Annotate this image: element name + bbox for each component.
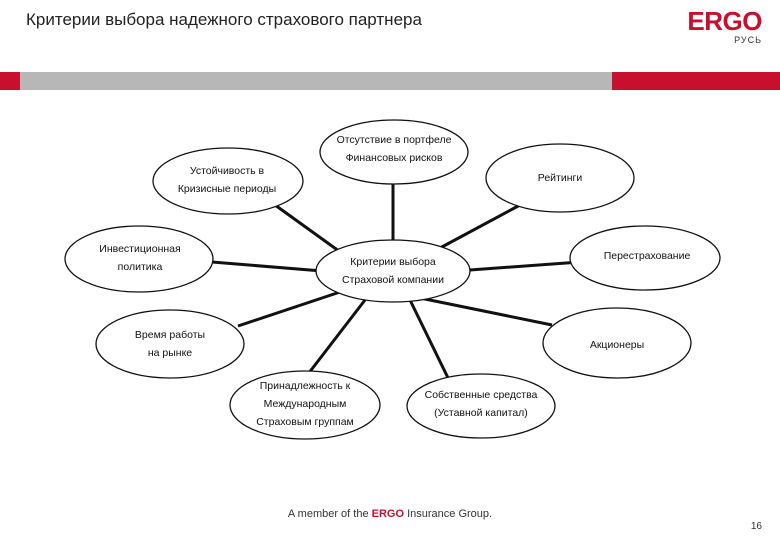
- page-number: 16: [750, 521, 762, 532]
- footer-text: [0, 508, 780, 520]
- connector-3: [420, 298, 552, 325]
- node-ratings: Рейтинги: [537, 172, 583, 184]
- page-title: Критерии выбора надежного страхового партнера: [26, 10, 422, 29]
- footer-brand: ERGO: [371, 508, 405, 520]
- connector-7: [212, 262, 322, 271]
- logo-sub: РУСЬ: [734, 35, 762, 45]
- node-crisis-stability: Устойчивость в Кризисные периоды: [177, 165, 277, 195]
- connector-4: [410, 300, 450, 382]
- node-reinsurance: Перестрахование: [603, 250, 691, 262]
- node-financial-risks: Отсутствие в портфеле Финансовых рисков: [336, 134, 452, 164]
- node-shareholders: Акционеры: [589, 339, 645, 351]
- node-market-time: Время работы на рынке: [134, 329, 206, 359]
- footer-prefix: A member of the: [287, 508, 372, 520]
- logo-brand: ERGO: [687, 6, 762, 36]
- connector-5: [305, 300, 365, 378]
- node-center: Критерии выбора Страховой компании: [342, 256, 444, 286]
- connector-2: [470, 262, 580, 270]
- footer-suffix: Insurance Group.: [404, 508, 493, 520]
- node-own-funds: Собственные средства (Уставной капитал): [424, 389, 538, 419]
- node-investment-policy: Инвестиционная политика: [99, 243, 181, 273]
- node-international-groups: Принадлежность к Международным Страховым группам: [256, 380, 354, 428]
